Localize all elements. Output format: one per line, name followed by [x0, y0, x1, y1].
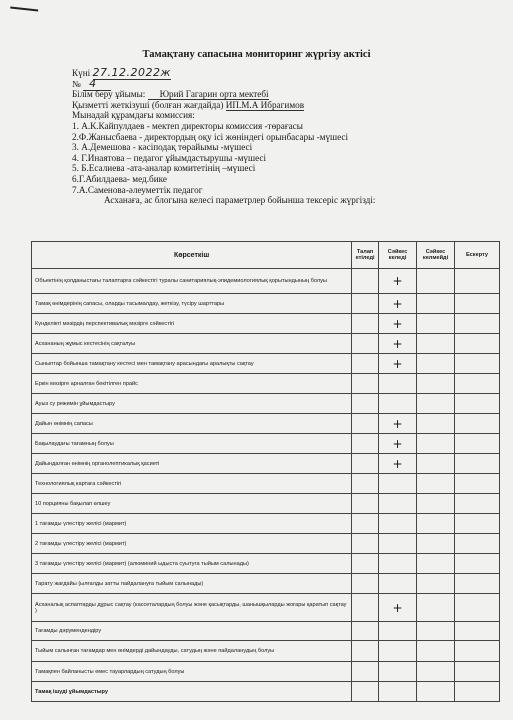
note-cell — [455, 682, 500, 702]
table-row — [32, 414, 500, 434]
noncompliant-cell — [417, 314, 455, 334]
compliant-cell — [379, 554, 417, 574]
supplier-line — [72, 100, 492, 111]
compliant-cell — [379, 394, 417, 414]
note-cell — [455, 494, 500, 514]
document-title: Тамақтану сапасына мониторинг жүргізу актісі — [142, 49, 371, 60]
required-cell — [352, 434, 379, 454]
noncompliant-cell — [417, 354, 455, 374]
compliant-cell — [379, 474, 417, 494]
compliant-cell — [379, 622, 417, 641]
required-cell — [352, 474, 379, 494]
noncompliant-cell — [417, 554, 455, 574]
table-row — [32, 662, 500, 682]
indicator-cell: Дайын өнімнің сапасы — [32, 414, 352, 434]
noncompliant-cell — [417, 294, 455, 314]
required-cell — [352, 494, 379, 514]
required-cell — [352, 594, 379, 622]
indicator-cell: 3 тағамды үлестіру желісі (мармит) (алюминий ыдыста суытуға тыйым салынады) — [32, 554, 352, 574]
note-cell — [455, 514, 500, 534]
school-label: Білім беру ұйымы: — [72, 89, 146, 100]
commission-member: 6.Г.Абилдаева- мед.бике — [72, 173, 167, 184]
table-row — [32, 394, 500, 414]
header-indicator: Көрсеткіш — [32, 242, 352, 269]
table-row — [32, 294, 500, 314]
table-row — [32, 554, 500, 574]
table-row — [32, 474, 500, 494]
noncompliant-cell — [417, 414, 455, 434]
indicator-cell: Асхананың жұмыс кестесінің сақталуы — [32, 334, 352, 354]
table-row — [32, 334, 500, 354]
required-cell — [352, 554, 379, 574]
required-cell — [352, 514, 379, 534]
note-cell — [455, 474, 500, 494]
indicator-cell: Тағамды дәрумендендіру — [32, 622, 352, 641]
note-cell — [455, 641, 500, 662]
date-value: 27.12.2022ж — [92, 66, 171, 79]
noncompliant-cell — [417, 494, 455, 514]
compliant-cell: + — [379, 269, 417, 294]
compliant-cell: + — [379, 354, 417, 374]
indicator-cell: Дайындалған өнімнің органолептикалық қасиеті — [32, 454, 352, 474]
indicator-cell: Күнделікті мәзірдің перспективалық мәзірге сәйкестігі — [32, 314, 352, 334]
compliant-cell — [379, 514, 417, 534]
noncompliant-cell — [417, 334, 455, 354]
commission-member: 1. А.К.Кайпулдаев - мектеп директоры комиссия -төрағасы — [72, 120, 303, 131]
compliant-cell: + — [379, 434, 417, 454]
required-cell — [352, 334, 379, 354]
number-value: 4 — [83, 77, 111, 91]
noncompliant-cell — [417, 534, 455, 554]
compliant-cell — [379, 534, 417, 554]
noncompliant-cell — [417, 434, 455, 454]
required-cell — [352, 662, 379, 682]
note-cell — [455, 294, 500, 314]
school-value: Юрий Гагарин орта мектебі — [148, 89, 269, 100]
header-note: Ескерту — [455, 242, 500, 269]
indicator-cell: Технологиялық картаға сәйкестігі — [32, 474, 352, 494]
note-cell — [455, 534, 500, 554]
required-cell — [352, 354, 379, 374]
table-row — [32, 622, 500, 641]
commission-member: 7.А.Саменова-әлеуметтік педагог — [72, 184, 203, 195]
noncompliant-cell — [417, 641, 455, 662]
compliant-cell: + — [379, 294, 417, 314]
note-cell — [455, 574, 500, 594]
table-row — [32, 641, 500, 662]
pen-mark — [10, 7, 38, 16]
note-cell — [455, 454, 500, 474]
note-cell — [455, 334, 500, 354]
noncompliant-cell — [417, 269, 455, 294]
table-row — [32, 534, 500, 554]
monitoring-table — [31, 241, 500, 702]
required-cell — [352, 534, 379, 554]
school-line — [72, 89, 492, 100]
noncompliant-cell — [417, 474, 455, 494]
commission-member: 3. А.Демешова - кәсіподақ төрайымы -мүшесі — [72, 142, 253, 153]
compliant-cell — [379, 682, 417, 702]
note-cell — [455, 434, 500, 454]
compliant-cell: + — [379, 314, 417, 334]
required-cell — [352, 682, 379, 702]
compliant-cell: + — [379, 414, 417, 434]
compliant-cell: + — [379, 334, 417, 354]
commission-heading: Мынадай құрамдағы комиссия: — [72, 110, 195, 121]
table-row — [32, 314, 500, 334]
noncompliant-cell — [417, 514, 455, 534]
document-header — [72, 68, 492, 206]
noncompliant-cell — [417, 374, 455, 394]
note-cell — [455, 269, 500, 294]
note-cell — [455, 354, 500, 374]
indicator-cell: Объектінің қолданыстағы талаптарға сәйкестігі туралы санитариялық-эпидемиологиялық қорытындының болуы — [32, 269, 352, 294]
required-cell — [352, 622, 379, 641]
noncompliant-cell — [417, 454, 455, 474]
note-cell — [455, 594, 500, 622]
header-required: Талап етіледі — [352, 242, 379, 269]
note-cell — [455, 662, 500, 682]
table-row — [32, 682, 500, 702]
table-row — [32, 374, 500, 394]
commission-member: 2.Ф.Жаныcбаева - директордың оқу ісі жөніндегі орынбасары -мүшесі — [72, 131, 349, 142]
required-cell — [352, 574, 379, 594]
required-cell — [352, 454, 379, 474]
indicator-cell: Ауыз су режимін ұйымдастыру — [32, 394, 352, 414]
note-cell — [455, 314, 500, 334]
noncompliant-cell — [417, 594, 455, 622]
required-cell — [352, 374, 379, 394]
table-row — [32, 494, 500, 514]
indicator-cell: 10 порцияны бақылап өлшеу — [32, 494, 352, 514]
note-cell — [455, 414, 500, 434]
required-cell — [352, 414, 379, 434]
indicator-cell: Сыныптар бойынша тамақтану кестесі мен тамақтану арасындағы аралықты сақтау — [32, 354, 352, 374]
noncompliant-cell — [417, 622, 455, 641]
indicator-cell: Тамақ өнімдерінің сапасы, оларды тасымалдау, жеткізу, түсіру шарттары — [32, 294, 352, 314]
supplier-label: Қызметті жеткізуші (болған жағдайда) — [72, 99, 224, 110]
table-row — [32, 514, 500, 534]
indicator-cell: Тамақ ішуді ұйымдастыру — [32, 682, 352, 702]
indicator-cell: Еркін мәзірге арналған бекітілген прайс — [32, 374, 352, 394]
compliant-cell: + — [379, 594, 417, 622]
indicator-cell: Тыйым салынған тағамдар мен өнімдерді дайындауды, сатудың және пайдаланудың болуы — [32, 641, 352, 662]
noncompliant-cell — [417, 394, 455, 414]
commission-member: 4. Г.Инаятова – педагог ұйымдастырушы -мүшесі — [72, 152, 267, 163]
indicator-cell: Асханалық аспаптарды дұрыс сақтау (кассеталардың болуы және қасықтарды, шанышқыларды жоғары қаратып сақтау ) — [32, 594, 352, 622]
table-row — [32, 594, 500, 622]
indicator-cell: 1 тағамды үлестіру желісі (мармит) — [32, 514, 352, 534]
compliant-cell: + — [379, 454, 417, 474]
noncompliant-cell — [417, 682, 455, 702]
note-cell — [455, 394, 500, 414]
date-line — [72, 68, 492, 79]
note-cell — [455, 374, 500, 394]
note-cell — [455, 622, 500, 641]
commission-member: 5. Б.Есалиева -ата-аналар комитетінің –мүшесі — [72, 163, 256, 174]
compliant-cell — [379, 641, 417, 662]
table-row — [32, 269, 500, 294]
commission-members — [72, 121, 492, 195]
date-label: Күні — [72, 68, 91, 78]
compliant-cell — [379, 374, 417, 394]
required-cell — [352, 641, 379, 662]
table-row — [32, 434, 500, 454]
required-cell — [352, 394, 379, 414]
required-cell — [352, 269, 379, 294]
inspection-intro: Асханаға, ас блогына келесі параметрлер бойынша тексеріс жүргізді: — [104, 195, 376, 206]
indicator-cell: Бақылаудағы тағамның болуы — [32, 434, 352, 454]
required-cell — [352, 314, 379, 334]
indicator-cell: Тамақпен байланысты емес тауарлардың сатудың болуы — [32, 662, 352, 682]
noncompliant-cell — [417, 662, 455, 682]
compliant-cell — [379, 574, 417, 594]
number-label: № — [72, 78, 81, 89]
compliant-cell — [379, 494, 417, 514]
table-row — [32, 454, 500, 474]
number-line — [72, 76, 492, 90]
header-noncompliant: Сәйкес келмейді — [417, 242, 455, 269]
indicator-cell: 2 тағамды үлестіру желісі (мармит) — [32, 534, 352, 554]
table-row — [32, 574, 500, 594]
compliant-cell — [379, 662, 417, 682]
noncompliant-cell — [417, 574, 455, 594]
table-row — [32, 354, 500, 374]
required-cell — [352, 294, 379, 314]
indicator-cell: Тарату жағдайы (ылғалды затты пайдалануға тыйым салынады) — [32, 574, 352, 594]
note-cell — [455, 554, 500, 574]
table-header-row — [32, 242, 500, 269]
header-compliant: Сәйкес келеді — [379, 242, 417, 269]
supplier-value: ИП.М.А Ибрагимов — [225, 99, 305, 110]
table-body — [32, 269, 500, 702]
